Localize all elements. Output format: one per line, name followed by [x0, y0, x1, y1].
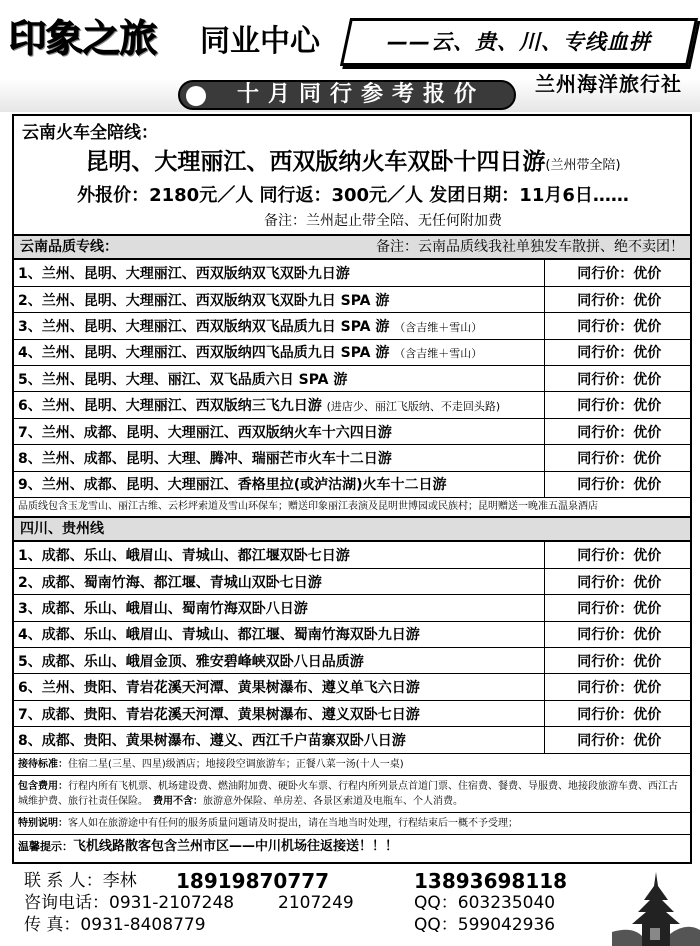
table-row	[14, 700, 690, 726]
route-price: 同行价：优价	[544, 418, 690, 444]
include-label: 包含费用：	[18, 780, 68, 792]
price-sheet	[12, 114, 692, 864]
contact-person: 联 系 人：李林	[24, 871, 137, 891]
route-name: 5、兰州、昆明、大理、丽江、双飞品质六日 SPA 游	[14, 366, 544, 392]
yunnan-tip: 品质线包含玉龙雪山、丽江古维、云杉坪索道及雪山环保车；赠送印象丽江表演及昆明世博园或民族村；昆明赠送一晚准五温泉酒店	[14, 498, 690, 518]
agency-name: 兰州海洋旅行社	[535, 72, 682, 96]
table-row	[14, 595, 690, 621]
sichuan-title: 四川、贵州线	[20, 521, 104, 538]
brand-subtitle: 同业中心	[200, 24, 320, 59]
route-name: 8、成都、贵阳、黄果树瀑布、遵义、西江千户苗寨双卧八日游	[14, 727, 544, 753]
table-row	[14, 260, 690, 286]
route-price: 同行价：优价	[544, 568, 690, 594]
exclude-label: 费用不含：	[153, 795, 203, 807]
terms-warm	[14, 835, 690, 859]
yunnan-table	[14, 260, 690, 498]
table-row	[14, 471, 690, 497]
contact-tel-2: 2107249	[278, 893, 354, 913]
intro-route	[22, 146, 684, 182]
route-price: 同行价：优价	[544, 595, 690, 621]
route-price: 同行价：优价	[544, 700, 690, 726]
route-price: 同行价：优价	[544, 313, 690, 339]
slogan-banner	[340, 18, 698, 66]
table-row	[14, 392, 690, 418]
contact-tel: 咨询电话：0931-2107248	[24, 893, 235, 913]
include-text: 行程内所有飞机票、机场建设费、燃油附加费、硬卧火车票、行程内所列景点首道门票、住宿费、餐费、导服费、地接段旅游车费、西江古城维护费、旅行社责任保险。	[18, 780, 678, 807]
table-row	[14, 568, 690, 594]
brand-logo: 印象之旅	[8, 16, 157, 60]
route-name: 8、兰州、成都、昆明、大理、腾冲、瑞丽芒市火车十二日游	[14, 445, 544, 471]
special-text: 客人如在旅游途中有任何的服务质量问题请及时提出，请在当地当时处理，行程结束后一概不予受理；	[68, 817, 518, 829]
pagoda-icon	[612, 866, 700, 946]
table-row	[14, 648, 690, 674]
route-price: 同行价：优价	[544, 674, 690, 700]
route-price: 同行价：优价	[544, 648, 690, 674]
route-price: 同行价：优价	[544, 366, 690, 392]
route-name: 6、兰州、贵阳、青岩花溪天河潭、黄果树瀑布、遵义单飞六日游	[14, 674, 544, 700]
route-name: 6、兰州、昆明、大理丽江、西双版纳三飞九日游 (进店少、丽江飞版纳、不走回头路)	[14, 392, 544, 418]
offer-title	[178, 80, 516, 110]
route-name: 9、兰州、成都、昆明、大理丽江、香格里拉(或泸沽湖)火车十二日游	[14, 471, 544, 497]
table-row	[14, 674, 690, 700]
special-label: 特别说明：	[18, 817, 68, 829]
table-row	[14, 286, 690, 312]
intro-price: 外报价：2180元／人 同行返：300元／人 发团日期：11月6日……	[77, 185, 629, 206]
route-price: 同行价：优价	[544, 339, 690, 365]
terms-standard	[14, 754, 690, 776]
route-name: 7、成都、贵阳、青岩花溪天河潭、黄果树瀑布、遵义双卧七日游	[14, 700, 544, 726]
route-name: 1、成都、乐山、峨眉山、青城山、都江堰双卧七日游	[14, 542, 544, 568]
contact-fax: 传 真：0931-8408779	[24, 915, 206, 935]
exclude-text: 旅游意外保险、单房差、各景区索道及电瓶车、个人消费。	[203, 795, 463, 807]
route-name: 4、成都、乐山、峨眉山、青城山、都江堰、蜀南竹海双卧九日游	[14, 621, 544, 647]
intro-note: 备注：兰州起止带全陪、无任何附加费	[264, 213, 502, 229]
intro-section	[14, 116, 690, 236]
offer-title-text: 十月同行参考报价	[236, 82, 485, 107]
qq-2: QQ：599042936	[414, 915, 556, 935]
warm-text: 飞机线路散客包含兰州市区——中川机场往返接送！！！	[73, 838, 399, 854]
table-row	[14, 727, 690, 753]
dot-icon	[186, 86, 206, 106]
route-name: 5、成都、乐山、峨眉金顶、雅安碧峰峡双卧八日品质游	[14, 648, 544, 674]
header	[0, 0, 700, 112]
qq-1: QQ：603235040	[414, 893, 556, 913]
intro-heading: 云南火车全陪线：	[22, 123, 158, 143]
route-extra: （含吉维＋雪山）	[394, 347, 483, 361]
route-name: 3、兰州、昆明、大理丽江、西双版纳双飞品质九日 SPA 游 （含吉维＋雪山）	[14, 313, 544, 339]
phone-2: 13893698118	[414, 869, 568, 893]
contact-block	[24, 870, 624, 936]
table-row	[14, 339, 690, 365]
route-price: 同行价：优价	[544, 542, 690, 568]
table-row	[14, 313, 690, 339]
standard-label: 接待标准：	[18, 758, 68, 770]
route-name: 4、兰州、昆明、大理丽江、西双版纳四飞品质九日 SPA 游 （含吉维＋雪山）	[14, 339, 544, 365]
sichuan-section-header	[14, 518, 690, 542]
slogan-text: ——云、贵、川、专线血拼	[387, 30, 651, 54]
route-name: 3、成都、乐山、峨眉山、蜀南竹海双卧八日游	[14, 595, 544, 621]
route-price: 同行价：优价	[544, 727, 690, 753]
terms-special	[14, 813, 690, 835]
intro-route-text: 昆明、大理丽江、西双版纳火车双卧十四日游	[85, 149, 546, 175]
route-name: 7、兰州、成都、昆明、大理丽江、西双版纳火车十六四日游	[14, 418, 544, 444]
terms-include	[14, 776, 690, 813]
table-row	[14, 366, 690, 392]
table-row	[14, 445, 690, 471]
table-row	[14, 542, 690, 568]
table-row	[14, 621, 690, 647]
route-name: 2、兰州、昆明、大理丽江、西双版纳双飞双卧九日 SPA 游	[14, 286, 544, 312]
route-price: 同行价：优价	[544, 621, 690, 647]
route-name: 1、兰州、昆明、大理丽江、西双版纳双飞双卧九日游	[14, 260, 544, 286]
route-price: 同行价：优价	[544, 445, 690, 471]
standard-text: 住宿二星(三星、四星)级酒店；地接段空调旅游车；正餐八菜一汤(十人一桌)	[68, 758, 404, 770]
yunnan-title: 云南品质专线：	[20, 239, 118, 255]
table-row	[14, 418, 690, 444]
intro-route-note: (兰州带全陪)	[545, 158, 621, 173]
route-name: 2、成都、蜀南竹海、都江堰、青城山双卧七日游	[14, 568, 544, 594]
route-extra: （含吉维＋雪山）	[394, 320, 483, 334]
route-price: 同行价：优价	[544, 286, 690, 312]
route-extra: (进店少、丽江飞版纳、不走回头路)	[326, 400, 501, 414]
phone-1: 18919870777	[176, 869, 330, 893]
route-price: 同行价：优价	[544, 392, 690, 418]
warm-label: 温馨提示：	[18, 839, 73, 853]
yunnan-section-header	[14, 236, 690, 260]
yunnan-remark: 备注：云南品质线我社单独发车散拼、绝不卖团！	[376, 239, 684, 255]
route-price: 同行价：优价	[544, 471, 690, 497]
route-price: 同行价：优价	[544, 260, 690, 286]
sichuan-table	[14, 542, 690, 754]
